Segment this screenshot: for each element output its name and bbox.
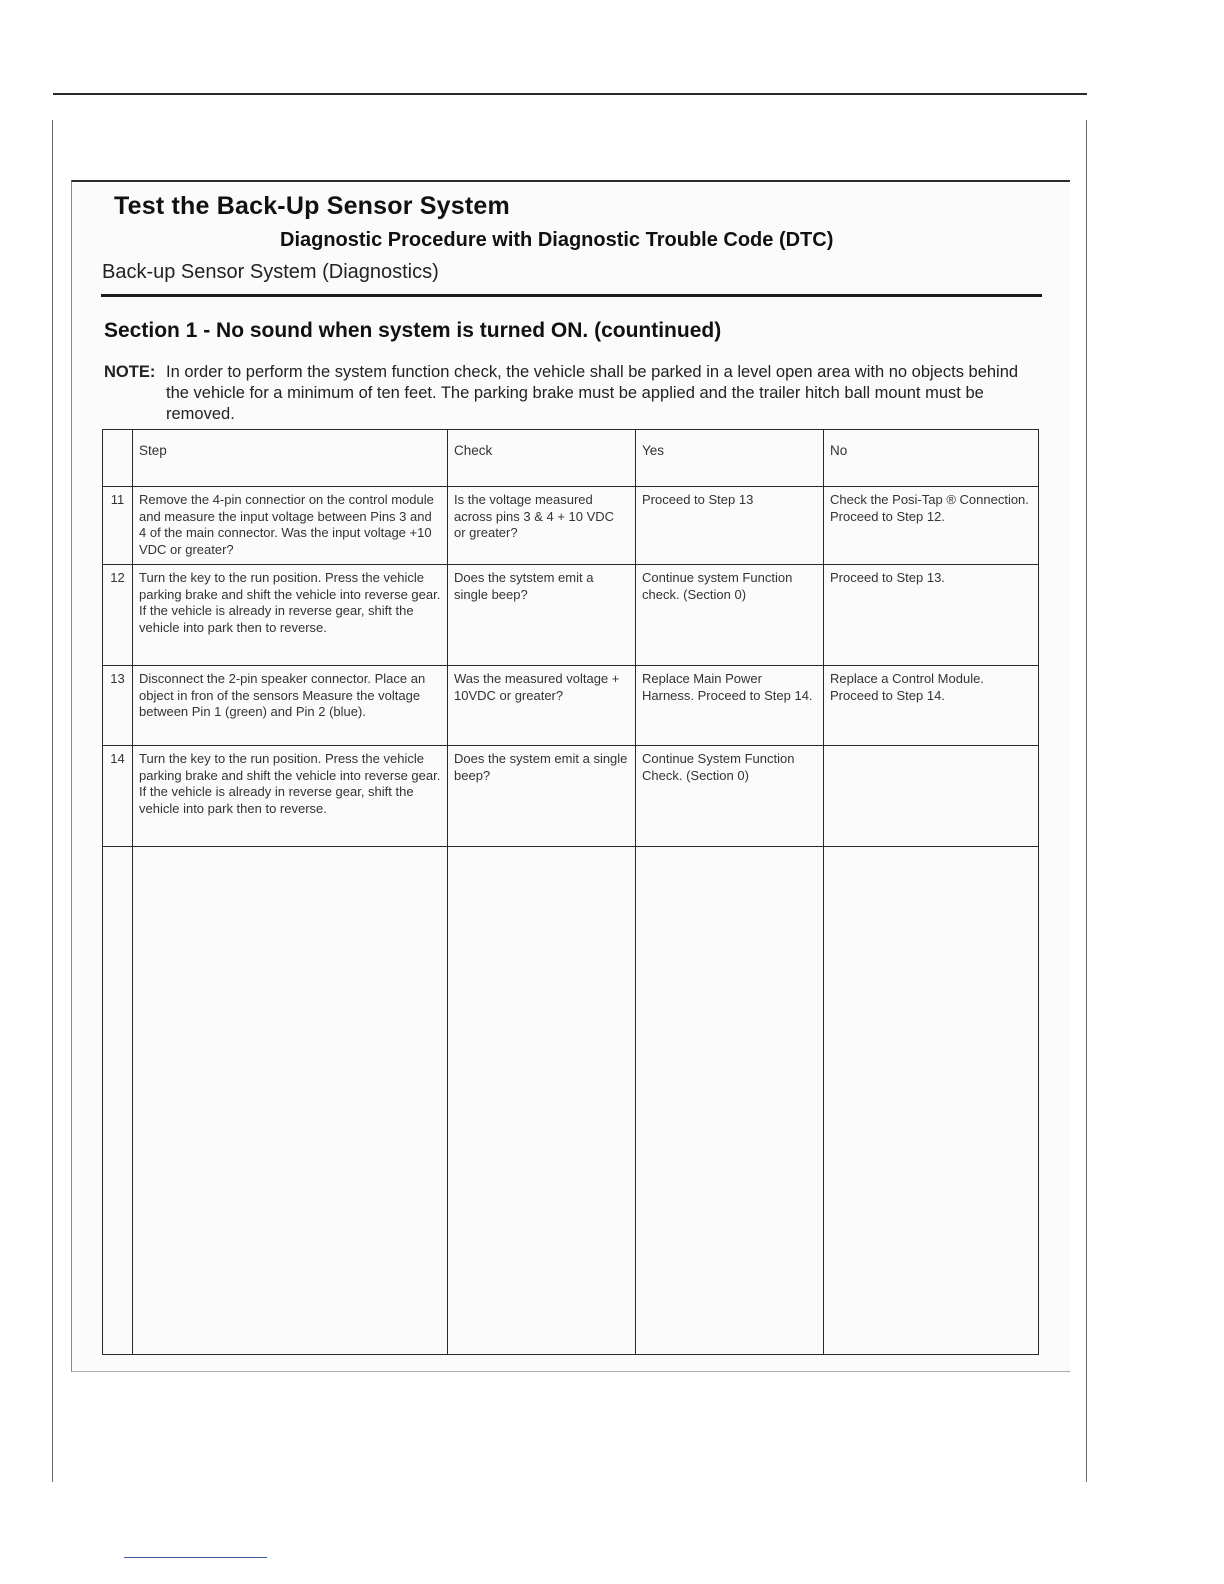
empty-cell bbox=[133, 847, 448, 1355]
empty-cell bbox=[636, 847, 824, 1355]
header-num bbox=[103, 430, 133, 487]
page-title: Test the Back-Up Sensor System bbox=[114, 192, 510, 220]
footer-link-underline bbox=[124, 1557, 267, 1558]
header-yes: Yes bbox=[636, 430, 824, 487]
step-number: 14 bbox=[103, 746, 133, 847]
empty-cell bbox=[824, 847, 1039, 1355]
no-cell: Proceed to Step 13. bbox=[824, 565, 1039, 666]
table-row bbox=[103, 666, 1039, 746]
header-no: No bbox=[824, 430, 1039, 487]
page-top-rule bbox=[53, 93, 1087, 95]
yes-cell: Continue system Function check. (Section 0) bbox=[636, 565, 824, 666]
section-heading: Section 1 - No sound when system is turned ON. (countinued) bbox=[104, 319, 722, 342]
note-label: NOTE: bbox=[104, 363, 156, 381]
yes-cell: Replace Main Power Harness. Proceed to Step 14. bbox=[636, 666, 824, 746]
step-number: 12 bbox=[103, 565, 133, 666]
step-cell: Turn the key to the run position. Press the vehicle parking brake and shift the vehicle into reverse gear. If the vehicle is already in reverse gear, shift the vehicle into park then to reverse. bbox=[133, 565, 448, 666]
table-row bbox=[103, 487, 1039, 565]
diagnostic-table bbox=[102, 429, 1039, 1355]
empty-cell bbox=[448, 847, 636, 1355]
step-cell: Turn the key to the run position. Press the vehicle parking brake and shift the vehicle into reverse gear. If the vehicle is already in reverse gear, shift the vehicle into park then to reverse. bbox=[133, 746, 448, 847]
table-row bbox=[103, 565, 1039, 666]
note-text: In order to perform the system function check, the vehicle shall be parked in a level open area with no objects behind the vehicle for a minimum of ten feet. The parking brake must be applied and the trailer hitch ball mount must be removed. bbox=[166, 363, 1019, 423]
header-step: Step bbox=[133, 430, 448, 487]
check-cell: Does the sytstem emit a single beep? bbox=[448, 565, 636, 666]
page-right-margin-rule bbox=[1086, 120, 1087, 1482]
check-cell: Is the voltage measured across pins 3 & 4 + 10 VDC or greater? bbox=[448, 487, 636, 565]
step-number: 11 bbox=[103, 487, 133, 565]
header-check: Check bbox=[448, 430, 636, 487]
table-row-empty bbox=[103, 847, 1039, 1355]
yes-cell: Proceed to Step 13 bbox=[636, 487, 824, 565]
step-number: 13 bbox=[103, 666, 133, 746]
page-left-margin-rule bbox=[52, 120, 53, 1482]
check-cell: Was the measured voltage + 10VDC or greater? bbox=[448, 666, 636, 746]
note-block bbox=[104, 362, 1034, 425]
no-cell bbox=[824, 746, 1039, 847]
no-cell: Check the Posi-Tap ® Connection. Proceed to Step 12. bbox=[824, 487, 1039, 565]
empty-cell bbox=[103, 847, 133, 1355]
page-subtitle: Diagnostic Procedure with Diagnostic Trouble Code (DTC) bbox=[280, 229, 834, 251]
document-category: Back-up Sensor System (Diagnostics) bbox=[102, 261, 439, 283]
step-cell: Remove the 4-pin connectior on the control module and measure the input voltage between Pins 3 and 4 of the main connector. Was the input voltage +10 VDC or greater? bbox=[133, 487, 448, 565]
no-cell: Replace a Control Module. Proceed to Step 14. bbox=[824, 666, 1039, 746]
table-header-row bbox=[103, 430, 1039, 487]
yes-cell: Continue System Function Check. (Section 0) bbox=[636, 746, 824, 847]
step-cell: Disconnect the 2-pin speaker connector. Place an object in fron of the sensors Measure the voltage between Pin 1 (green) and Pin 2 (blue). bbox=[133, 666, 448, 746]
check-cell: Does the system emit a single beep? bbox=[448, 746, 636, 847]
table-row bbox=[103, 746, 1039, 847]
header-divider bbox=[101, 294, 1042, 297]
